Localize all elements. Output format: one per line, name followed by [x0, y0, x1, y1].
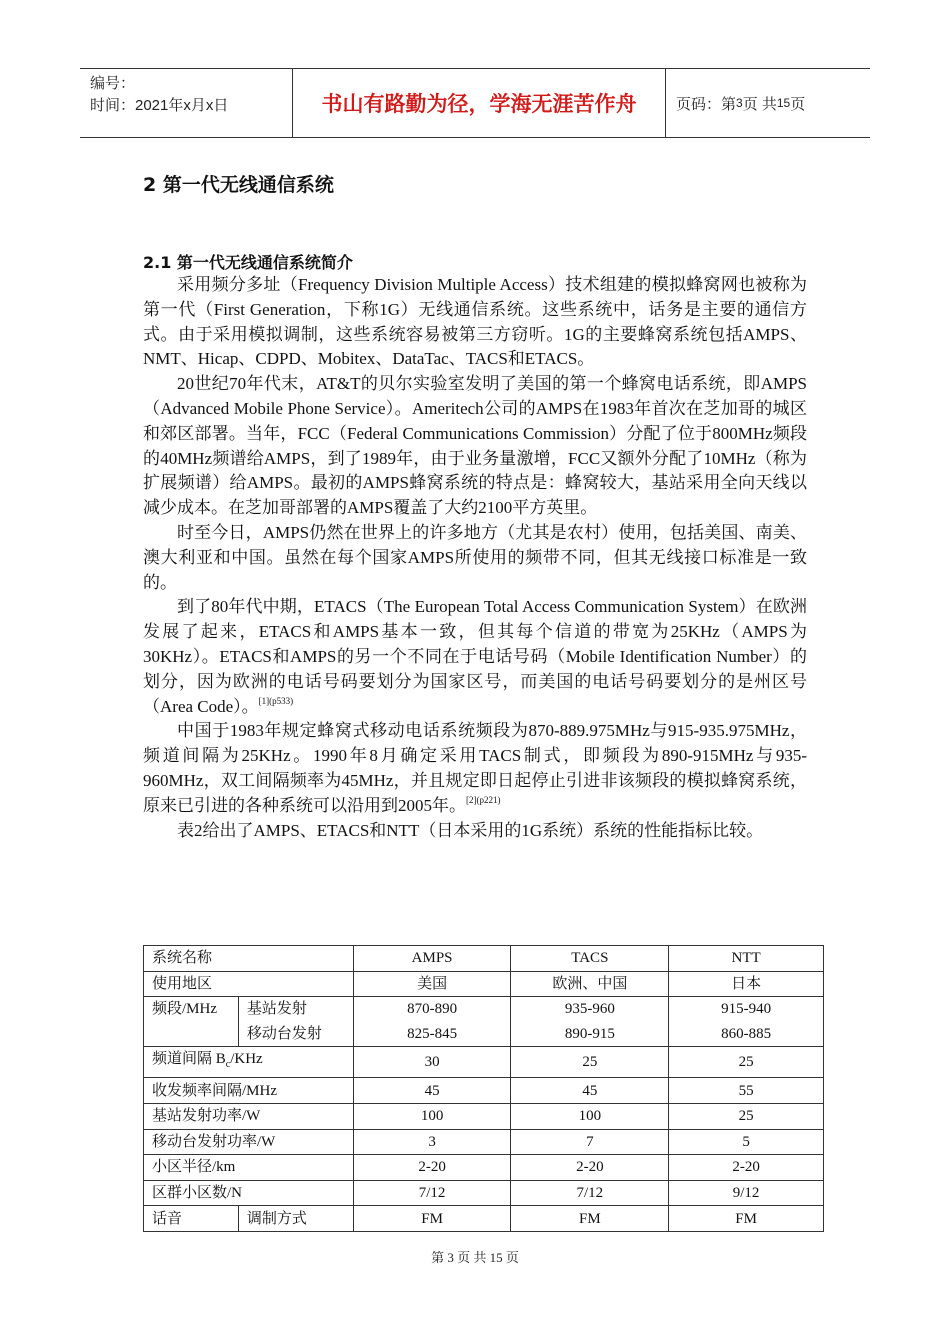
header-page-info	[666, 69, 870, 137]
comparison-table	[143, 945, 824, 1232]
table-row: 频段/MHz 基站发射 870-890 935-960 915-940	[144, 997, 824, 1022]
page-total: 15	[776, 96, 791, 110]
date-label: 时间：2021年x月x日	[90, 97, 229, 114]
body-text	[143, 273, 807, 843]
page-number: 3	[736, 96, 743, 110]
code-label: 编号：	[90, 75, 136, 92]
table-row: 小区半径/km 2-20 2-20 2-20	[144, 1155, 824, 1181]
page-suffix: 页	[790, 95, 806, 113]
table-row: 使用地区 美国 欧洲、中国 日本	[144, 971, 824, 997]
paragraph: 表2给出了AMPS、ETACS和NTT（日本采用的1G系统）系统的性能指标比较。	[177, 820, 764, 840]
table-row: 移动台发射 825-845 890-915 860-885	[144, 1022, 824, 1047]
subsection-title: 2.1 第一代无线通信系统简介	[143, 253, 353, 272]
paragraph: 采用频分多址（Frequency Division Multiple Access）技术组建的模拟蜂窝网也被称为第一代（First Generation，下称1G）无线通信系统。这些系统中，话务是主要的通信方式。由于采用模拟调制，这些系统容易被第三方窃听。1G的主要蜂窝系统包括AMPS、NMT、Hicap、CDPD、Mobitex、DataTac、TACS和ETACS。	[143, 275, 807, 369]
page-prefix: 页码：第	[676, 95, 737, 113]
paragraph: 中国于1983年规定蜂窝式移动电话系统频段为870-889.975MHz与915-935.975MHz，频道间隔为25KHz。1990年8月确定采用TACS制式，即频段为890-915MHz与935-960MHz，双工间隔频率为45MHz，并且规定即日起停止引进非该频段的模拟蜂窝系统，原来已引进的各种系统可以沿用到2005年。$^{[2](p221)}$	[143, 721, 807, 815]
table-row: 移动台发射功率/W 3 7 5	[144, 1129, 824, 1155]
header-motto: 书山有路勤为径，学海无涯苦作舟	[292, 69, 666, 137]
page-footer: 第 3 页 共 15 页	[431, 1250, 519, 1265]
citation: [2](p221)	[466, 794, 501, 805]
table-row: 频道间隔 $B_c$/KHz 30 25 25	[144, 1047, 824, 1078]
header-meta	[80, 69, 292, 137]
table-row: 话音 调制方式 FM FM FM	[144, 1206, 824, 1232]
table-row: 系统名称 AMPS TACS NTT	[144, 946, 824, 972]
paragraph: 时至今日，AMPS仍然在世界上的许多地方（尤其是农村）使用，包括美国、南美、澳大利亚和中国。虽然在每个国家AMPS所使用的频带不同，但其无线接口标准是一致的。	[143, 522, 807, 592]
citation: [1](p533)	[258, 695, 294, 706]
paragraph: 到了80年代中期，ETACS（The European Total Access Communication System）在欧洲发展了起来，ETACS和AMPS基本一致，但其每个信道的带宽为25KHz（AMPS为30KHz）。ETACS和AMPS的另一个不同在于电话号码（Mobile Identification Number）的划分，因为欧洲的电话号码要划分为国家区号，而美国的电话号码要划分的是州区号（Area Code）。$^{[1](p533)}$	[143, 597, 807, 716]
table-row: 基站发射功率/W 100 100 25	[144, 1103, 824, 1129]
page-mid: 页 共	[742, 95, 777, 113]
page-header	[80, 68, 870, 138]
paragraph: 20世纪70年代末，AT&T的贝尔实验室发明了美国的第一个蜂窝电话系统，即AMPS（Advanced Mobile Phone Service）。Ameritech公司的AMPS在1983年首次在芝加哥的城区和郊区部署。当年，FCC（Federal Communications Commission）分配了位于800MHz频段的40MHz频谱给AMPS，到了1989年，由于业务量激增，FCC又额外分配了10MHz（称为扩展频谱）给AMPS。最初的AMPS蜂窝系统的特点是：蜂窝较大，基站采用全向天线以减少成本。在芝加哥部署的AMPS覆盖了大约2100平方英里。	[143, 374, 807, 518]
table-row: 区群小区数/N 7/12 7/12 9/12	[144, 1180, 824, 1206]
table-row: 收发频率间隔/MHz 45 45 55	[144, 1078, 824, 1104]
section-title: 2 第一代无线通信系统	[143, 174, 334, 196]
